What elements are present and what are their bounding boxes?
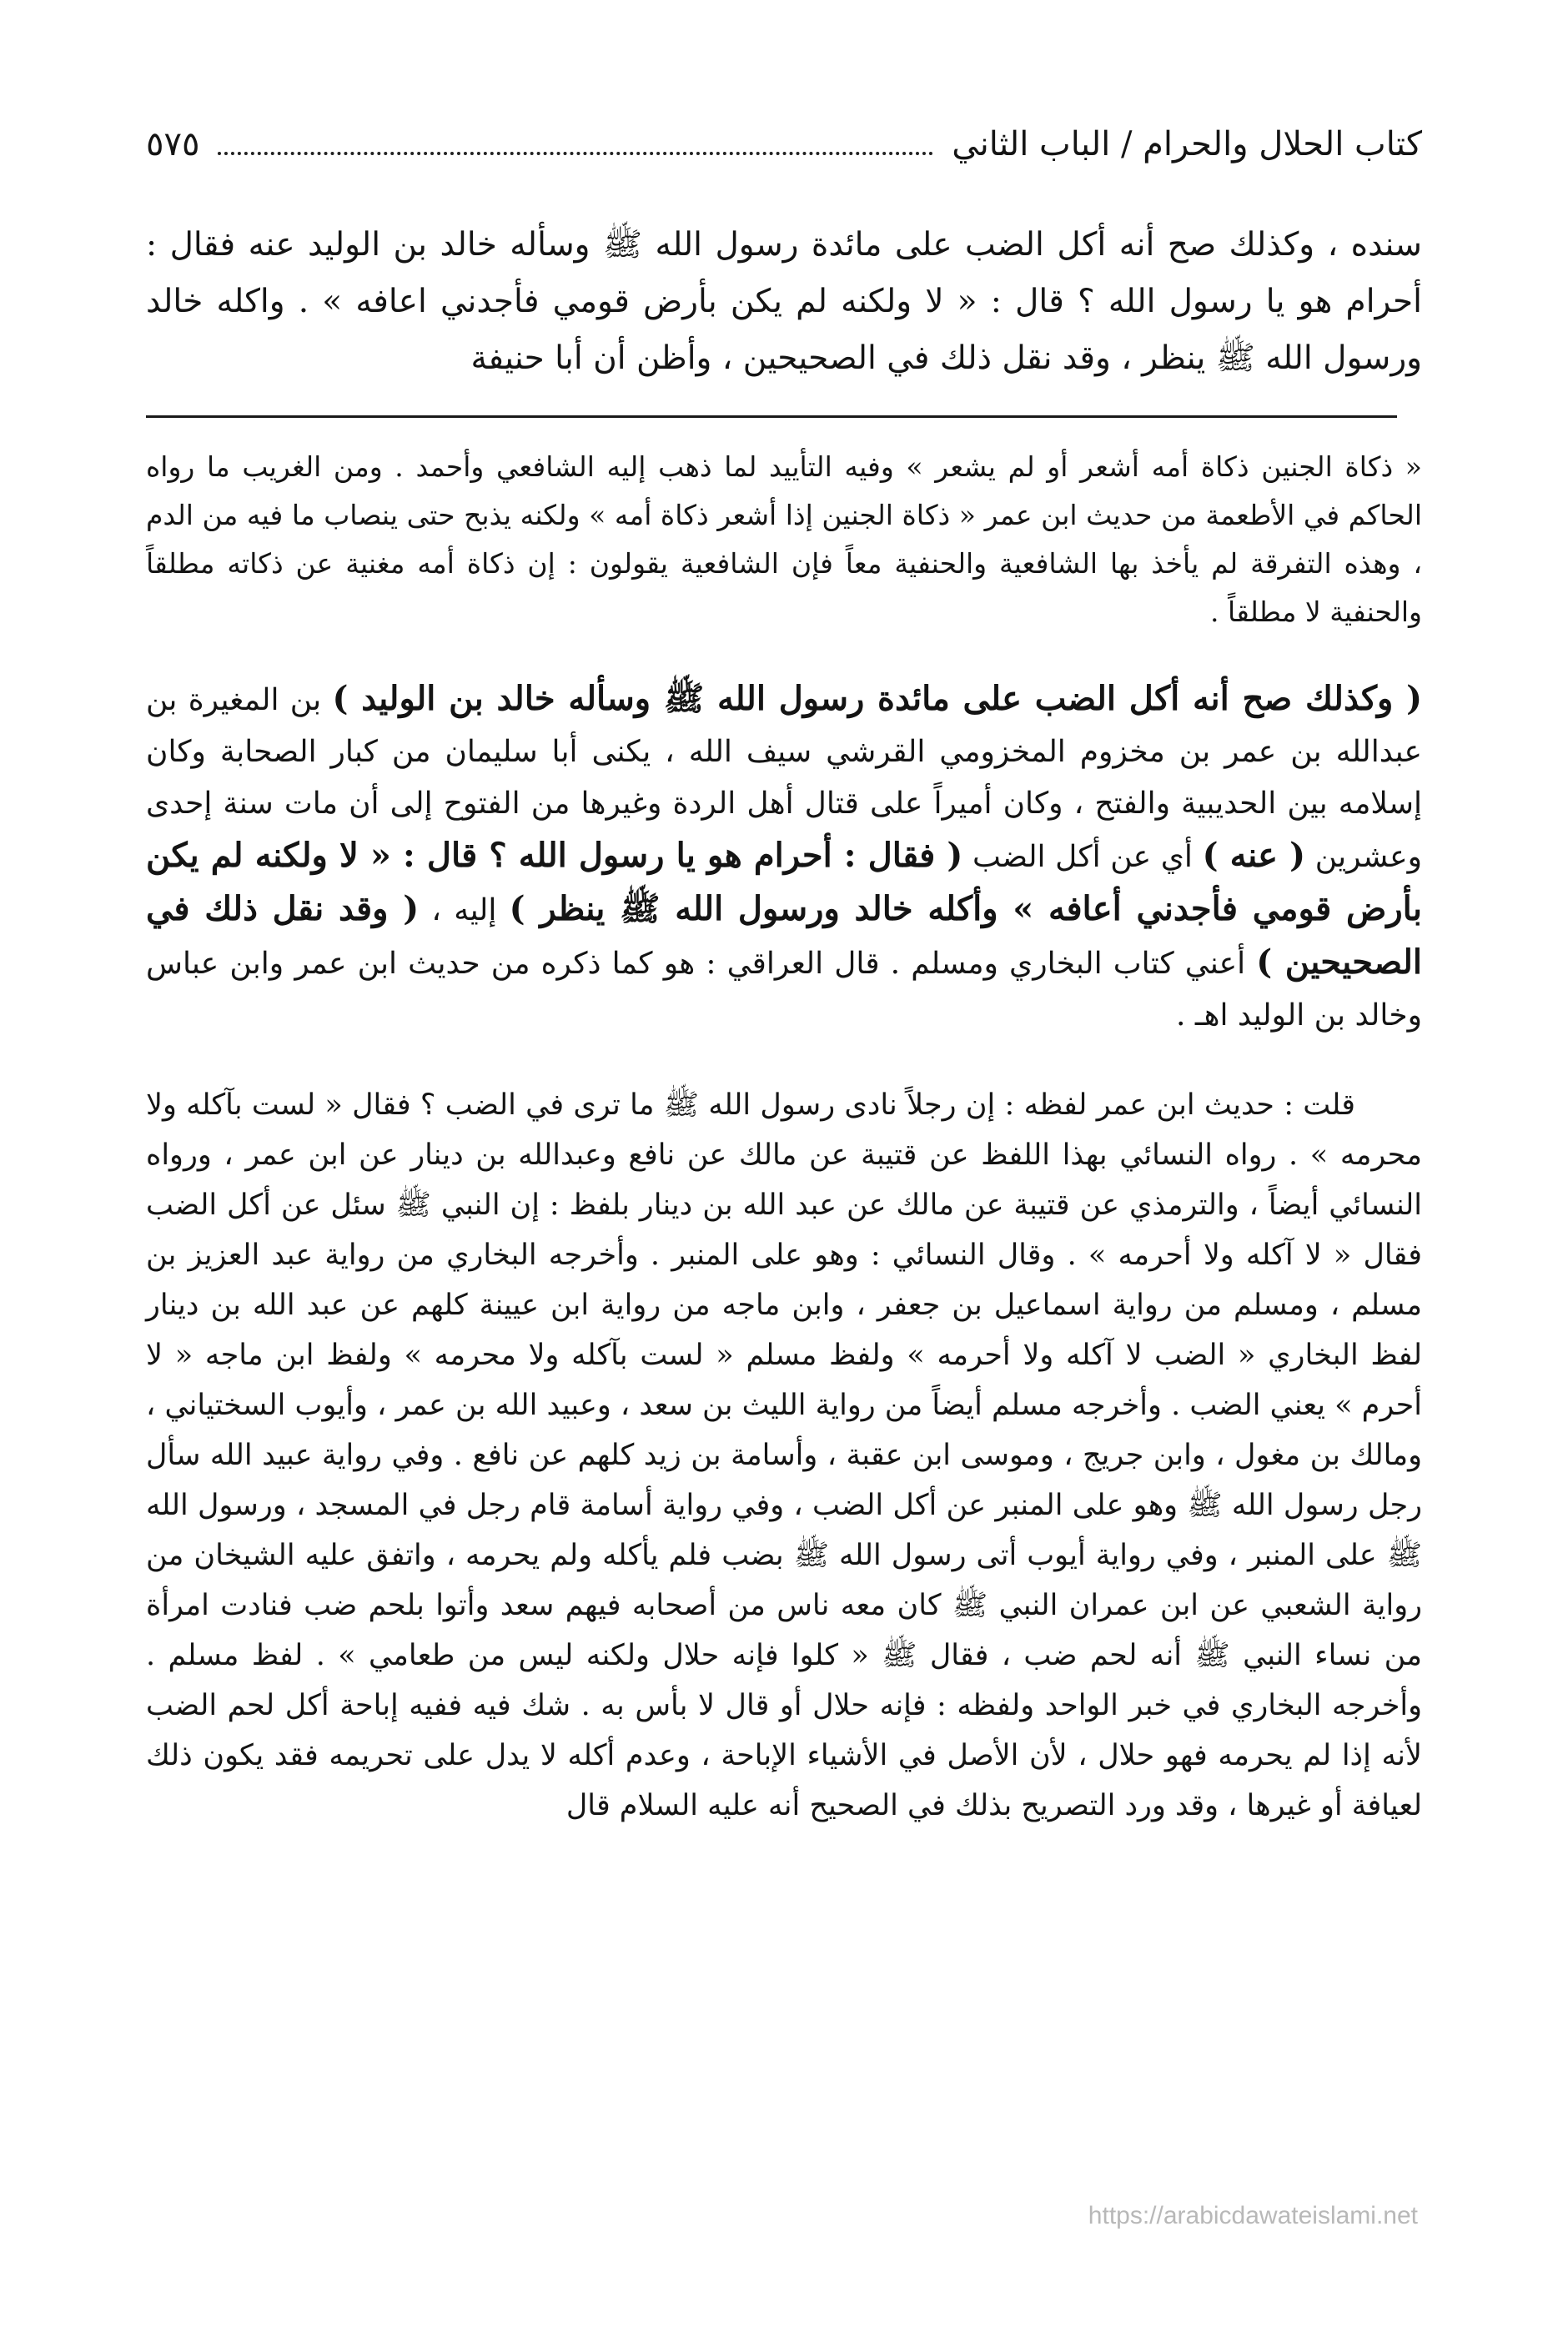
commentary-paragraph (146, 673, 1422, 1042)
footnote-text: « ذكاة الجنين ذكاة أمه أشعر أو لم يشعر » وفيه التأييد لما ذهب إليه الشافعي وأحمد . ومن الغريب ما رواه الحاكم في الأطعمة من حديث ابن عمر « ذكاة الجنين إذا أشعر ذكاة أمه » ولكنه يذبح حتى ينصاب ما فيه من الدم ، وهذه التفرقة لم يأخذ بها الشافعية والحنفية معاً فإن الشافعية يقولون : إن ذكاة أمه مغنية عن ذكاته مطلقاً والحنفية لا مطلقاً . (146, 450, 1423, 628)
commentary-text: أعني كتاب البخاري ومسلم . قال العراقي : هو كما ذكره من حديث ابن عمر وابن عباس وخالد بن الوليد اهـ . (146, 947, 1422, 1033)
qult-block (146, 1080, 1422, 1831)
quoted-text: ( وقد نقل ذلك في الصحيحين ) (146, 889, 1423, 982)
qult-paragraph: قلت : حديث ابن عمر لفظه : إن رجلاً نادى رسول الله ﷺ ما ترى في الضب ؟ فقال « لست بآكله ولا محرمه » . رواه النسائي بهذا اللفظ عن قتيبة عن مالك عن نافع وعبدالله بن دينار عن ابن عمر ، ورواه النسائي أيضاً ، والترمذي عن قتيبة عن مالك عن عبد الله بن دينار بلفظ : إن النبي ﷺ سئل عن أكل الضب فقال « لا آكله ولا أحرمه » . وقال النسائي : وهو على المنبر . وأخرجه البخاري من رواية عبد العزيز بن مسلم ، ومسلم من رواية اسماعيل بن جعفر ، وابن ماجه من رواية ابن عيينة كلهم عن عبد الله بن دينار لفظ البخاري « الضب لا آكله ولا أحرمه » ولفظ مسلم « لست بآكله ولا محرمه » ولفظ ابن ماجه « لا أحرم » يعني الضب . وأخرجه مسلم أيضاً من رواية الليث بن سعد ، وعبيد الله بن عمر ، وأيوب السختياني ، ومالك بن مغول ، وابن جريج ، وموسى ابن عقبة ، وأسامة بن زيد كلهم عن نافع . وفي رواية عبيد الله سأل رجل رسول الله ﷺ وهو على المنبر عن أكل الضب ، وفي رواية أسامة قام رجل في المسجد ، ورسول الله ﷺ على المنبر ، وفي رواية أيوب أتى رسول الله ﷺ بضب فلم يأكله ولم يحرمه ، واتفق عليه الشيخان من رواية الشعبي عن ابن عمران النبي ﷺ كان معه ناس من أصحابه فيهم سعد وأتوا بلحم ضب فنادت امرأة من نساء النبي ﷺ أنه لحم ضب ، فقال ﷺ « كلوا فإنه حلال ولكنه ليس من طعامي » . لفظ مسلم . وأخرجه البخاري في خبر الواحد ولفظه : فإنه حلال أو قال لا بأس به . شك فيه ففيه إباحة أكل لحم الضب لأنه إذا لم يحرمه فهو حلال ، لأن الأصل في الأشياء الإباحة ، وعدم أكله لا يدل على تحريمه فقد يكون ذلك لعيافة أو غيرها ، وقد ورد التصريح بذلك في الصحيح أنه عليه السلام قال (146, 1088, 1423, 1822)
commentary-text: أي عن أكل الضب (962, 840, 1203, 874)
commentary-text: إليه ، (419, 893, 510, 927)
quoted-text: ( عنه ) (1202, 836, 1306, 875)
quoted-text: ( وكذلك صح أنه أكل الضب على مائدة رسول الله ﷺ وسأله خالد بن الوليد ) (332, 679, 1423, 718)
main-text: سنده ، وكذلك صح أنه أكل الضب على مائدة رسول الله ﷺ وسأله خالد بن الوليد عنه فقال : أحرام هو يا رسول الله ؟ قال : « لا ولكنه لم يكن بأرض قومي فأجدني اعافه » . واكله خالد ورسول الله ﷺ ينظر ، وقد نقل ذلك في الصحيحين ، وأظن أن أبا حنيفة (146, 226, 1422, 377)
chapter-title: كتاب الحلال والحرام / الباب الثاني (952, 125, 1422, 163)
running-header (146, 125, 1422, 183)
leader-dots (218, 152, 933, 155)
quoted-text: ( فقال : أحرام هو يا رسول الله ؟ قال : « لا ولكنه لم يكن بأرض قومي فأجدني أعافه » وأكله خالد ورسول الله ﷺ ينظر ) (146, 836, 1422, 928)
book-page (146, 125, 1422, 1831)
commentary-text: بن المغيرة بن عبدالله بن عمر بن مخزوم المخزومي القرشي سيف الله ، يكنى أبا سليمان من كبار الصحابة وكان إسلامه بين الحديبية والفتح ، وكان أميراً على قتال أهل الردة وغيرها من الفتوح إلى أن مات سنة إحدى وعشرين (146, 683, 1422, 874)
site-watermark: https://arabicdawateislami.net (1088, 2202, 1418, 2229)
main-text-block (146, 217, 1422, 387)
page-number: ٥٧٥ (146, 125, 200, 163)
footnote-block (146, 443, 1422, 636)
commentary-block (146, 673, 1422, 1042)
footnote-divider (146, 415, 1397, 418)
